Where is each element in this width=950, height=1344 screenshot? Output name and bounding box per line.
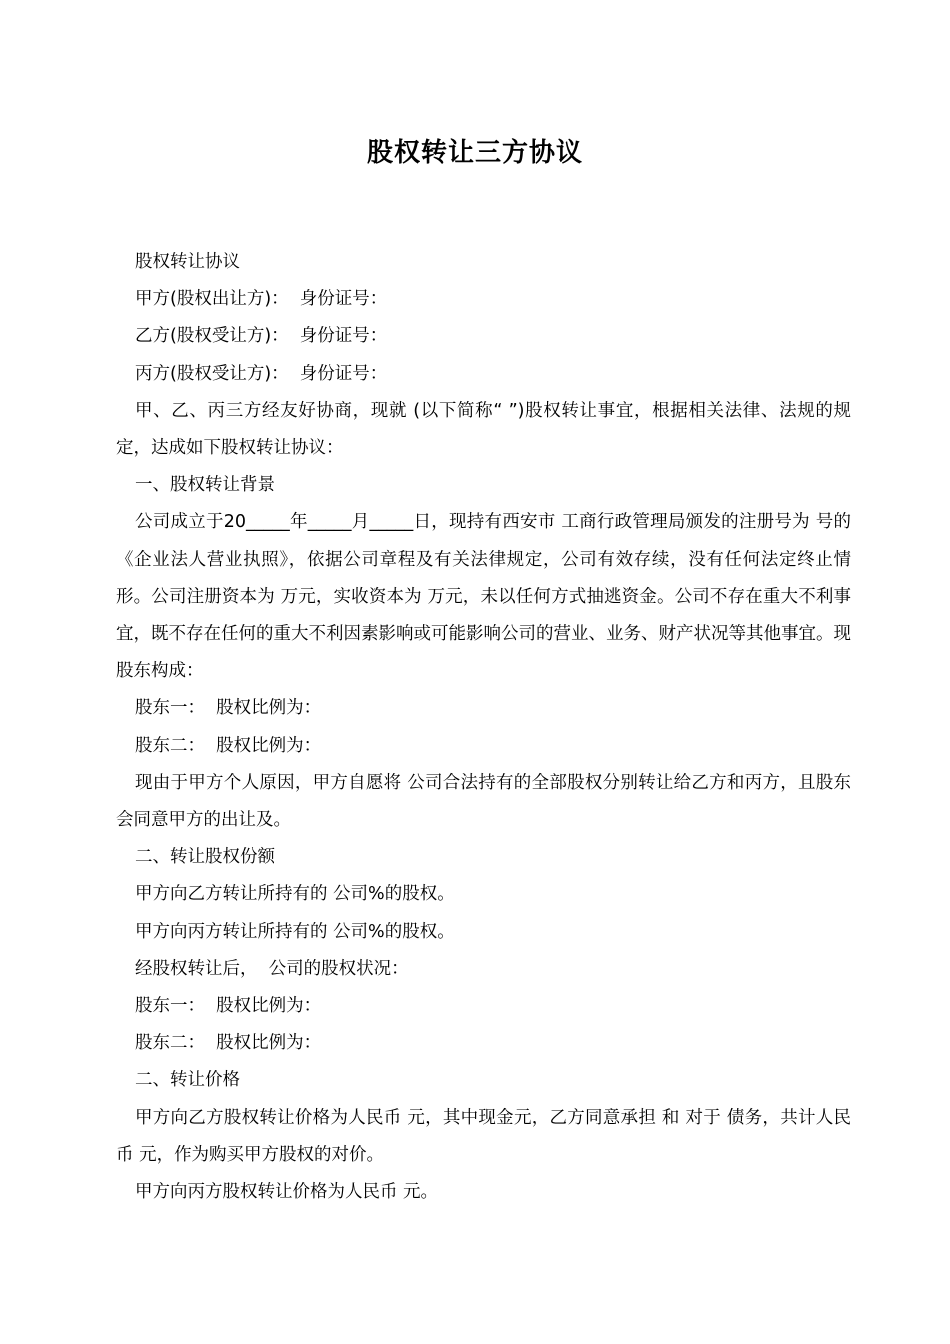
paragraph-party-a: 甲方(股权出让方)： 身份证号：	[135, 289, 388, 310]
paragraph-price-b: 甲方向乙方股权转让价格为人民币 元，其中现金元，乙方同意承担 和 对于 债务，共计人民币 元，作为购买甲方股权的对价。	[116, 1107, 851, 1165]
paragraph-price-c: 甲方向丙方股权转让价格为人民币 元。	[135, 1182, 439, 1203]
paragraph-transfer-reason: 现由于甲方个人原因，甲方自愿将 公司合法持有的全部股权分别转让给乙方和丙方，且股东会同意甲方的出让及。	[116, 772, 851, 831]
paragraph-transfer-to-b: 甲方向乙方转让所持有的 公司%的股权。	[135, 884, 455, 905]
document-body	[116, 244, 851, 1211]
paragraph-agreement-heading: 股权转让协议	[135, 252, 240, 272]
paragraph-shareholder-1: 股东一： 股权比例为：	[135, 698, 322, 719]
paragraph-post-shareholder-2: 股东二： 股权比例为：	[135, 1033, 322, 1054]
paragraph-post-transfer-status: 经股权转让后， 公司的股权状况：	[135, 958, 409, 979]
paragraph-party-c: 丙方(股权受让方)： 身份证号：	[135, 363, 388, 384]
paragraph-preamble: 甲、乙、丙三方经友好协商，现就 (以下简称“ ”)股权转让事宜，根据相关法律、法规的规定，达成如下股权转让协议：	[116, 400, 851, 459]
section-heading-background: 一、股权转让背景	[135, 475, 275, 496]
paragraph-post-shareholder-1: 股东一： 股权比例为：	[135, 996, 322, 1017]
section-heading-share-amount: 二、转让股权份额	[135, 847, 275, 868]
document-title: 股权转让三方协议	[366, 138, 583, 168]
paragraph-shareholder-2: 股东二： 股权比例为：	[135, 735, 322, 756]
paragraph-party-b: 乙方(股权受让方)： 身份证号：	[135, 326, 388, 347]
paragraph-transfer-to-c: 甲方向丙方转让所持有的 公司%的股权。	[135, 921, 455, 942]
paragraph-company-background: 公司成立于20_____年_____月_____日，现持有西安市 工商行政管理局颁发的注册号为 号的《企业法人营业执照》，依据公司章程及有关法律规定，公司有效存续，没有任何法定终止情形。公司注册资本为 万元，实收资本为 万元，未以任何方式抽逃资金。公司不存在重大不利事宜，既不存在任何的重大不利因素影响或可能影响公司的营业、业务、财产状况等其他事宜。现股东构成：	[116, 512, 851, 682]
section-heading-price: 二、转让价格	[135, 1070, 240, 1091]
